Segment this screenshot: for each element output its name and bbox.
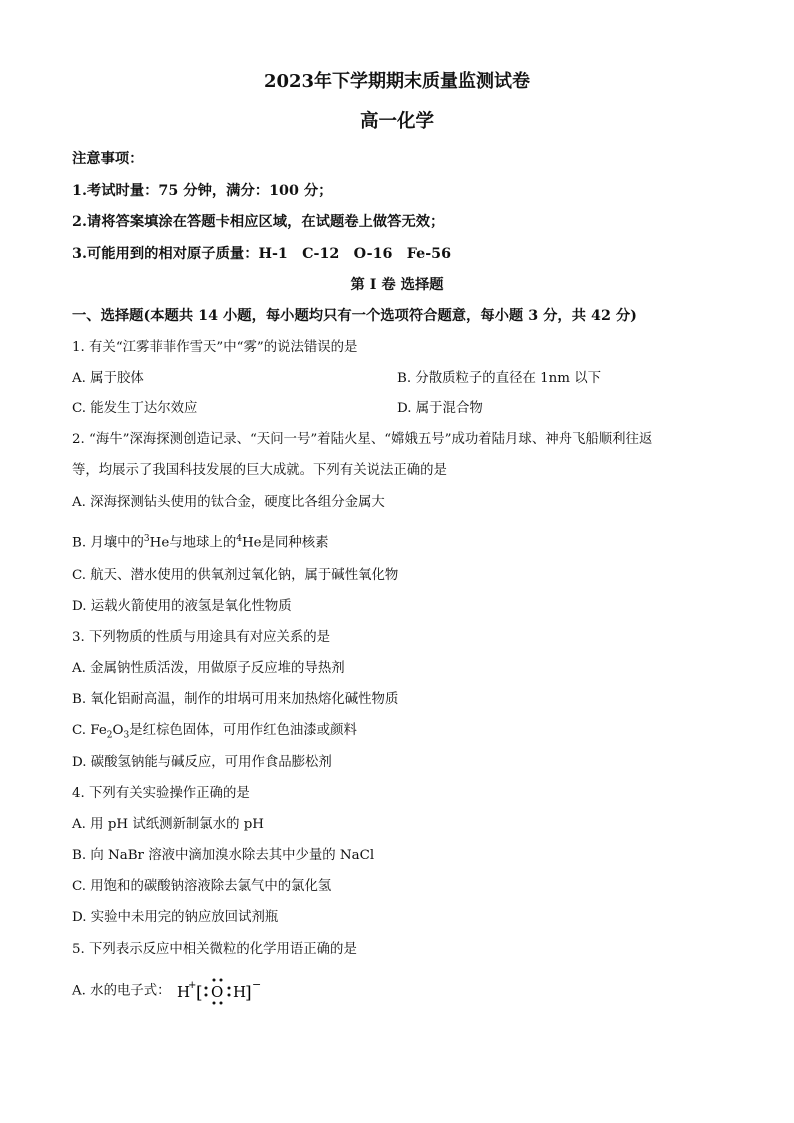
- question-2-stem-cont: 等，均展示了我国科技发展的巨大成就。下列有关说法正确的是: [72, 463, 447, 478]
- question-3-stem: 3. 下列物质的性质与用途具有对应关系的是: [72, 630, 331, 645]
- question-2-stem: 2. “海牛”深海探测创造记录、“天问一号”着陆火星、“嫦娥五号”成功着陆月球、神舟飞船顺利往返: [72, 432, 653, 447]
- formula-h: H: [232, 983, 246, 1001]
- formula-h: H: [176, 983, 190, 1001]
- section-title: 第 I 卷 选择题: [350, 277, 444, 293]
- question-1-stem: 1. 有关“江雾菲菲作雪天”中“雾”的说法错误的是: [72, 340, 358, 355]
- formula-fe: Fe: [90, 723, 107, 738]
- question-1-option-b: B. 分散质粒子的直径在 1nm 以下: [397, 371, 602, 386]
- option-b-prefix: B. 月壤中的: [72, 535, 144, 551]
- mass-number: 3: [143, 534, 150, 544]
- question-4-option-a: A. 用 pH 试纸测新制氯水的 pH: [72, 817, 264, 832]
- option-b-middle: 与地球上的: [169, 535, 237, 551]
- electron-dot: [204, 994, 207, 997]
- electron-dot: [212, 979, 215, 982]
- electron-dot: [212, 1002, 215, 1005]
- element-symbol: He: [241, 535, 262, 551]
- subscript: 3: [123, 730, 130, 741]
- electron-dot: [219, 1002, 222, 1005]
- question-1-option-a: A. 属于胶体: [72, 371, 144, 386]
- formula-o: O: [112, 723, 124, 738]
- question-3-option-b: B. 氧化铝耐高温，制作的坩埚可用来加热熔化碱性物质: [72, 692, 399, 707]
- element-symbol: He: [149, 535, 170, 551]
- subscript: 2: [106, 730, 113, 741]
- question-1-option-d: D. 属于混合物: [397, 401, 483, 416]
- question-2-option-c: C. 航天、潜水使用的供氧剂过氧化钠，属于碱性氧化物: [72, 568, 399, 583]
- question-2-option-b: [72, 530, 329, 552]
- question-4-stem: 4. 下列有关实验操作正确的是: [72, 786, 250, 801]
- question-3-option-a: A. 金属钠性质活泼，用做原子反应堆的导热剂: [72, 661, 345, 676]
- formula-o: O: [210, 983, 224, 1001]
- question-5-option-a: [72, 976, 271, 1006]
- question-5-stem: 5. 下列表示反应中相关微粒的化学用语正确的是: [72, 942, 357, 957]
- question-4-option-c: C. 用饱和的碳酸钠溶液除去氯气中的氯化氢: [72, 879, 332, 894]
- section-instruction: 一、选择题(本题共 14 小题，每小题均只有一个选项符合题意，每小题 3 分，共 42 分): [72, 308, 637, 324]
- question-4-option-d: D. 实验中未用完的钠应放回试剂瓶: [72, 910, 279, 925]
- note-item: 1.考试时量：75 分钟，满分：100 分；: [72, 183, 333, 199]
- option-a-text: A. 水的电子式：: [72, 983, 171, 999]
- electron-dot: [219, 979, 222, 982]
- note-item: 3.可能用到的相对原子质量：H-1 C-12 O-16 Fe-56: [72, 246, 452, 262]
- option-b-suffix: 是同种核素: [261, 535, 329, 551]
- formula-bracket-left: [: [195, 983, 203, 1003]
- formula-charge-plus: +: [187, 980, 197, 991]
- formula-bracket-right: ]: [244, 983, 252, 1003]
- notes-heading: 注意事项：: [72, 151, 144, 167]
- exam-subject: 高一化学: [359, 111, 434, 132]
- option-c-suffix: 是红棕色固体，可用作红色油漆或颜料: [129, 723, 357, 738]
- question-2-option-d: D. 运载火箭使用的液氢是氧化性物质: [72, 599, 292, 614]
- mass-number: 4: [236, 534, 242, 544]
- note-item: 2.请将答案填涂在答题卡相应区域，在试题卷上做答无效；: [72, 214, 445, 230]
- question-4-option-b: B. 向 NaBr 溶液中滴加溴水除去其中少量的 NaCl: [72, 848, 375, 863]
- formula-charge-minus: −: [251, 978, 262, 991]
- question-1-option-c: C. 能发生丁达尔效应: [72, 401, 198, 416]
- question-2-option-a: A. 深海探测钻头使用的钛合金，硬度比各组分金属大: [72, 495, 385, 510]
- question-3-option-c: [72, 722, 357, 745]
- exam-title: 2023年下学期期末质量监测试卷: [263, 71, 531, 92]
- electron-dot: [227, 987, 230, 990]
- electron-dot: [204, 987, 207, 990]
- question-3-option-d: D. 碳酸氢钠能与碱反应，可用作食品膨松剂: [72, 755, 332, 770]
- electron-formula: [175, 976, 271, 1006]
- option-c-prefix: C.: [72, 723, 91, 738]
- electron-dot: [227, 994, 230, 997]
